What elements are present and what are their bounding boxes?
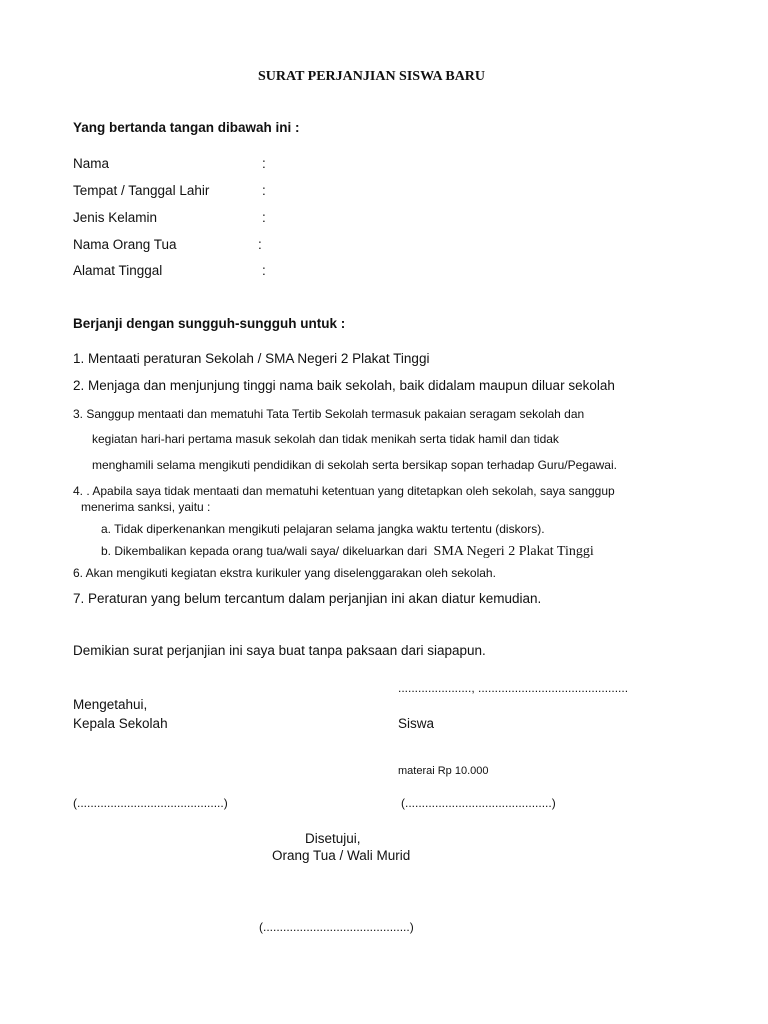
school-name: SMA Negeri 2 Plakat Tinggi [433, 544, 594, 559]
field-colon: : [258, 237, 262, 252]
field-label-address: Alamat Tinggal [73, 263, 163, 278]
field-colon: : [262, 210, 266, 225]
right-signature-blank: (............................................) [401, 796, 556, 810]
pledge-item-3-line-3: menghamili selama mengikuti pendidikan di sekolah serta bersikap sopan terhadap Guru/Pegawai. [92, 458, 617, 472]
bottom-sign-line-1: Disetujui, [305, 831, 361, 846]
pledge-item-4b-text: b. Dikembalikan kepada orang tua/wali saya/ dikeluarkan dari [101, 544, 428, 558]
bottom-sign-line-2: Orang Tua / Wali Murid [272, 848, 411, 863]
pledge-item-4-line-1: 4. . Apabila saya tidak mentaati dan mematuhi ketentuan yang ditetapkan oleh sekolah, saya sanggup [73, 484, 615, 498]
field-colon: : [262, 263, 266, 278]
right-sign-role: Siswa [398, 716, 435, 731]
left-sign-line-1: Mengetahui, [73, 697, 148, 712]
closing-statement: Demikian surat perjanjian ini saya buat tanpa paksaan dari siapapun. [73, 643, 486, 658]
field-label-nama: Nama [73, 156, 110, 171]
pledge-item-6: 6. Akan mengikuti kegiatan ekstra kurikuler yang diselenggarakan oleh sekolah. [73, 566, 496, 580]
pledge-item-1: 1. Mentaati peraturan Sekolah / SMA Negeri 2 Plakat Tinggi [73, 351, 430, 366]
pledge-item-2: 2. Menjaga dan menjunjung tinggi nama baik sekolah, baik didalam maupun diluar sekolah [73, 378, 615, 393]
left-sign-line-2: Kepala Sekolah [73, 716, 168, 731]
pledge-item-3-line-1: 3. Sanggup mentaati dan mematuhi Tata Tertib Sekolah termasuk pakaian seragam sekolah dan [73, 407, 585, 421]
pledge-item-3-line-2: kegiatan hari-hari pertama masuk sekolah dan tidak menikah serta tidak hamil dan tidak [92, 432, 559, 446]
place-date-line: ......................, ............................................. [398, 681, 629, 695]
field-label-gender: Jenis Kelamin [73, 210, 158, 225]
field-label-parent: Nama Orang Tua [73, 237, 177, 252]
pledge-item-4b [101, 544, 594, 559]
field-colon: : [262, 156, 266, 171]
field-colon: : [262, 183, 266, 198]
intro-text: Yang bertanda tangan dibawah ini : [73, 120, 300, 135]
left-signature-blank: (............................................) [73, 796, 228, 810]
stamp-duty-note: materai Rp 10.000 [398, 765, 489, 777]
pledge-item-7: 7. Peraturan yang belum tercantum dalam perjanjian ini akan diatur kemudian. [73, 591, 542, 606]
field-label-birth: Tempat / Tanggal Lahir [73, 183, 210, 198]
pledge-item-4-line-2: menerima sanksi, yaitu : [81, 500, 211, 514]
document-title: SURAT PERJANJIAN SISWA BARU [258, 69, 486, 84]
pledge-item-4a: a. Tidak diperkenankan mengikuti pelajaran selama jangka waktu tertentu (diskors). [101, 522, 545, 536]
pledge-heading: Berjanji dengan sungguh-sungguh untuk : [73, 316, 346, 331]
bottom-signature-blank: (............................................) [259, 920, 414, 934]
